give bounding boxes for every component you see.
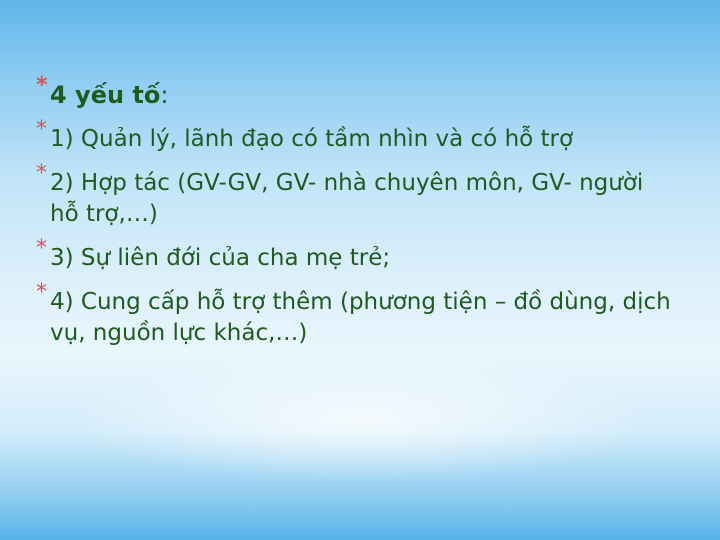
bullet-item-2 [36,161,676,230]
bullet-item-1 [36,117,676,155]
bullet-marker-icon: * [36,161,47,186]
heading-text: 4 yếu tố [50,81,161,109]
bullet-marker-icon: * [36,117,47,142]
heading-colon: : [160,81,169,109]
bullet-list [36,73,676,362]
bullet-text: 2) Hợp tác (GV-GV, GV- nhà chuyên môn, GV- người hỗ trợ,…) [50,170,644,227]
bullet-text: 1) Quản lý, lãnh đạo có tầm nhìn và có hỗ trợ [50,126,574,152]
heading-bullet [36,73,676,111]
bullet-marker-icon: * [36,280,47,305]
bullet-marker-icon: * [36,73,48,98]
bullet-item-4 [36,280,676,349]
bullet-text: 3) Sự liên đới của cha mẹ trẻ; [50,245,391,271]
bullet-item-3 [36,236,676,274]
bullet-marker-icon: * [36,236,47,261]
bullet-text: 4) Cung cấp hỗ trợ thêm (phương tiện – đồ dùng, dịch vụ, nguồn lực khác,…) [50,289,671,346]
